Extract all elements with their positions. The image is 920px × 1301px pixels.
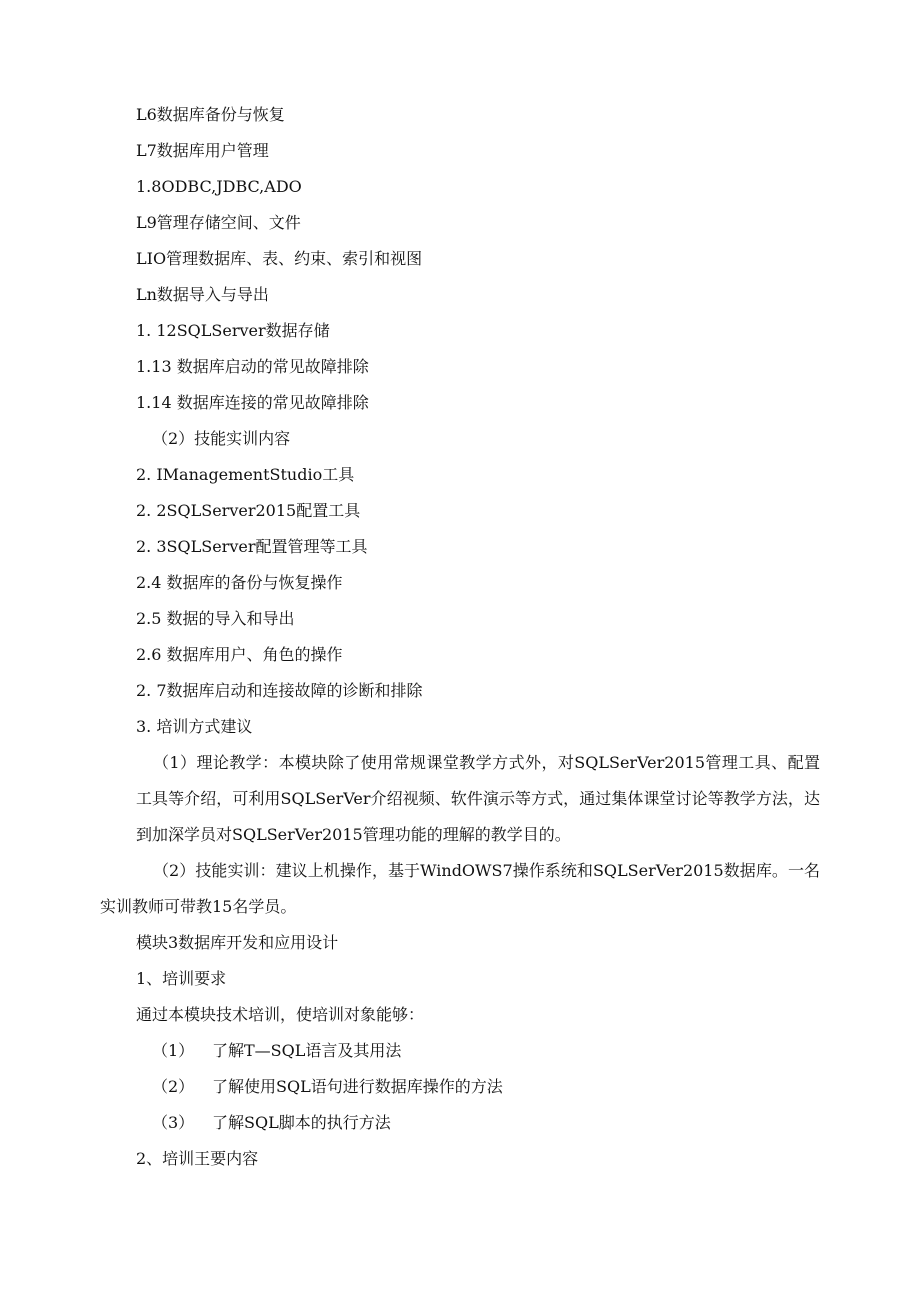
list-item: LIO管理数据库、表、约束、索引和视图 [136, 249, 423, 268]
list-item: 2. 2SQLServer2015配置工具 [136, 501, 361, 520]
item-number: （2） [152, 1077, 195, 1096]
paragraph-theory: （1）理论教学：本模块除了使用常规课堂教学方式外，对SQLSerVer2015管理工具、配置工具等介绍，可利用SQLSerVer介绍视频、软件演示等方式，通过集体课堂讨论等教学方法，达到加深学员对SQLSerVer2015管理功能的理解的教学目的。 [136, 753, 820, 844]
list-item: 2. 3SQLServer配置管理等工具 [136, 537, 368, 556]
list-item: 2. IManagementStudio工具 [136, 465, 355, 484]
list-item: 1.8ODBC,JDBC,ADO [136, 177, 302, 196]
list-item: 1.14 数据库连接的常见故障排除 [136, 393, 369, 412]
list-item: 2.5 数据的导入和导出 [136, 609, 295, 628]
item-number: （3） [152, 1113, 195, 1132]
list-item: 1. 12SQLServer数据存储 [136, 321, 330, 340]
list-item: Ln数据导入与导出 [136, 285, 269, 304]
list-item: 2.4 数据库的备份与恢复操作 [136, 573, 343, 592]
list-item: 2.6 数据库用户、角色的操作 [136, 645, 343, 664]
section-heading: 1、培训要求 [136, 969, 227, 988]
list-item: L6数据库备份与恢复 [136, 105, 285, 124]
module-title: 模块3数据库开发和应用设计 [136, 933, 339, 952]
paragraph-skill: （2）技能实训：建议上机操作，基于WindOWS7操作系统和SQLSerVer2015数据库。一名实训教师可带教15名学员。 [100, 861, 820, 916]
section-heading: （2）技能实训内容 [152, 429, 291, 448]
section-heading: 2、培训王要内容 [136, 1149, 259, 1168]
list-item: 1.13 数据库启动的常见故障排除 [136, 357, 369, 376]
intro-text: 通过本模块技术培训，使培训对象能够： [136, 1005, 425, 1024]
item-number: （1） [152, 1041, 195, 1060]
list-item: 2. 7数据库启动和连接故障的诊断和排除 [136, 681, 423, 700]
list-item: L7数据库用户管理 [136, 141, 269, 160]
item-text: 了解使用SQL语句进行数据库操作的方法 [212, 1077, 503, 1096]
list-item: L9管理存储空间、文件 [136, 213, 301, 232]
section-heading: 3. 培训方式建议 [136, 717, 253, 736]
item-text: 了解T—SQL语言及其用法 [212, 1041, 402, 1060]
item-text: 了解SQL脚本的执行方法 [212, 1113, 391, 1132]
